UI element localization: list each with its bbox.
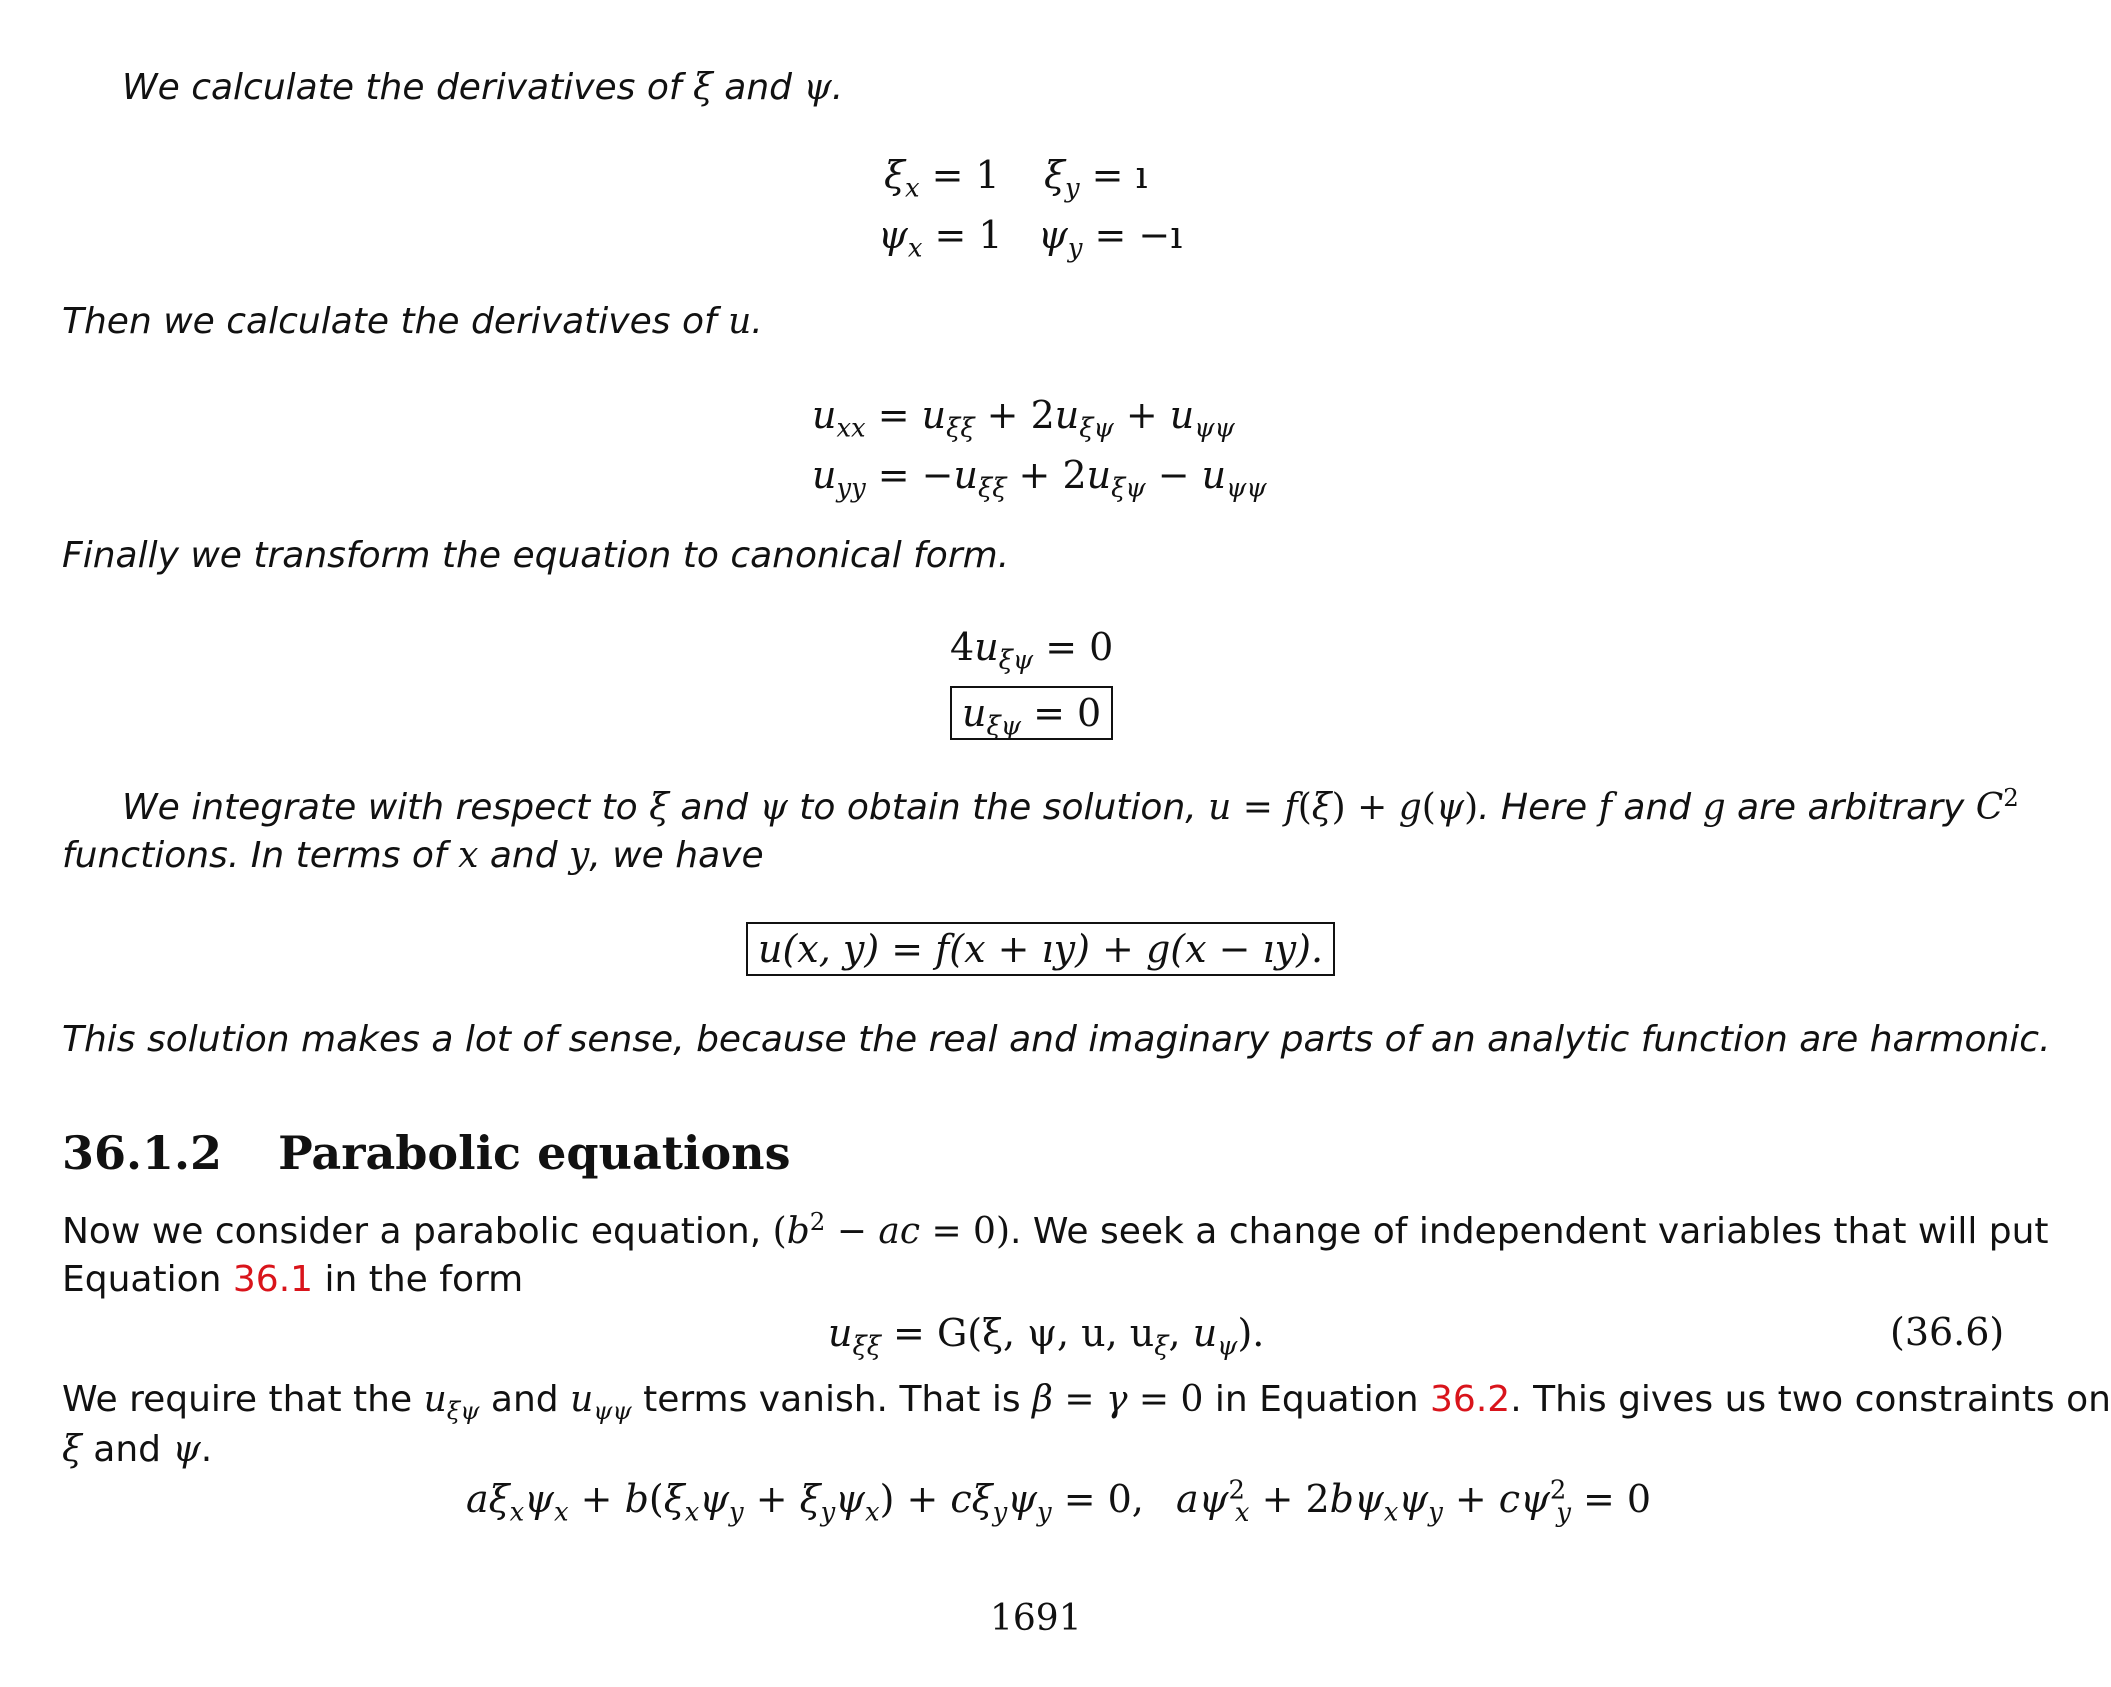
sense-sentence: This solution makes a lot of sense, because the real and imaginary parts of an analytic function are harmonic. <box>62 1019 2051 1060</box>
then-sentence: Then we calculate the derivatives of u. <box>62 301 763 342</box>
xi-y-derivative: $\xi_y$ = ı <box>1044 153 1148 204</box>
general-solution-box: u(x, y) = f(x + ıy) + g(x − ıy). <box>746 922 1335 976</box>
psi-y-derivative: $\psi_y$ = −ı <box>1038 213 1183 264</box>
constraint-equation-2: $a\psi^2_x + 2b\psi_x\psi_y + c\psi^2_y = 0$ <box>1176 1475 1652 1528</box>
canonical-equation: $4u_{\xi\psi} = 0$ <box>950 625 1114 676</box>
xi-derivatives-row: $\xi_x = 1$ <box>884 153 1000 204</box>
equation-36-6: $u_{\xi\xi} = G(\xi$, ψ, u, $u_\xi$, $u_\psi$). <box>828 1311 1265 1362</box>
psi-derivatives-row: $\psi_x = 1$ <box>878 213 1003 264</box>
section-title: Parabolic equations <box>278 1126 791 1180</box>
parabolic-paragraph-line1: Now we consider a parabolic equation, ($b^2$ − ac = 0). We seek a change of independent variables that will put <box>62 1207 2049 1252</box>
section-heading <box>62 1126 791 1180</box>
equation-number-36-6: (36.6) <box>1890 1310 2005 1354</box>
finally-sentence: Finally we transform the equation to canonical form. <box>62 535 1010 576</box>
integrate-paragraph-line1: We integrate with respect to ξ and ψ to obtain the solution, u = f(ξ) + g(ψ). Here f and g are arbitrary $C^2$ <box>122 783 2019 828</box>
parabolic-paragraph-line2: Equation 36.1 in the form <box>62 1259 524 1300</box>
section-number: 36.1.2 <box>62 1126 223 1180</box>
uxx-equation: $u_{xx} = u_{\xi\xi} + 2u_{\xi\psi} + u_{\psi\psi}$ <box>812 393 1235 444</box>
constraint-equation-1: $a\xi_x\psi_x + b(\xi_x\psi_y + \xi_y\psi_x) + c\xi_y\psi_y = 0$, <box>466 1477 1144 1528</box>
intro-sentence: We calculate the derivatives of ξ and ψ. <box>122 67 844 108</box>
boxed-canonical-equation: $u_{\xi\psi} = 0$ <box>950 686 1113 740</box>
require-paragraph-line2: ξ and ψ. <box>62 1429 213 1470</box>
integrate-paragraph-line2: functions. In terms of x and y, we have <box>62 835 764 876</box>
equation-reference-36-2[interactable]: 36.2 <box>1430 1379 1511 1420</box>
page-number: 1691 <box>990 1598 1082 1639</box>
uyy-equation: $u_{yy} = -u_{\xi\xi} + 2u_{\xi\psi} - u_{\psi\psi}$ <box>812 453 1267 504</box>
require-paragraph-line1: We require that the $u_{\xi\psi}$ and $u_{\psi\psi}$ terms vanish. That is β = γ = 0 in Equation 36.2. This gives us two constraints on <box>62 1379 2111 1426</box>
equation-reference-36-1[interactable]: 36.1 <box>232 1259 314 1300</box>
